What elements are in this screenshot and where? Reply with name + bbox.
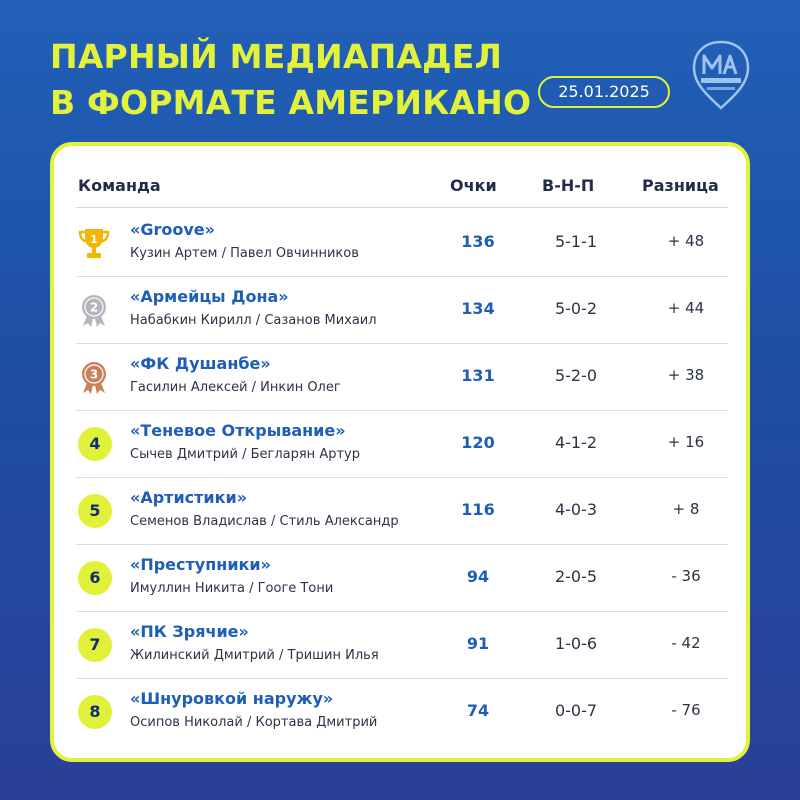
rank-number: 1: [90, 233, 98, 246]
team-players: Семенов Владислав / Стиль Александр: [130, 514, 399, 529]
bronze-medal-icon: [76, 359, 112, 395]
rank-number: 3: [89, 367, 99, 382]
table-row: [76, 277, 728, 344]
team-players: Сычев Дмитрий / Бегларян Артур: [130, 447, 360, 462]
gold-trophy-icon: [76, 225, 112, 261]
rank-badge: 4: [78, 427, 112, 461]
rank-badge: 6: [78, 561, 112, 595]
team-diff: - 36: [671, 567, 701, 585]
team-name: «Теневое Открывание»: [130, 421, 346, 440]
column-header-team: Команда: [78, 176, 161, 195]
team-wdl: 2-0-5: [554, 567, 598, 586]
title-line-2: В ФОРМАТЕ АМЕРИКАНО: [50, 83, 532, 122]
team-diff: - 42: [671, 634, 701, 652]
table-row: [76, 679, 728, 746]
team-name: «Армейцы Дона»: [130, 287, 289, 306]
table-row: [76, 411, 728, 478]
team-points: 134: [461, 299, 495, 318]
team-wdl: 5-2-0: [554, 366, 598, 385]
team-points: 131: [461, 366, 495, 385]
team-name: «Преступники»: [130, 555, 271, 574]
team-wdl: 5-1-1: [554, 232, 598, 251]
table-row: [76, 612, 728, 679]
team-wdl: 1-0-6: [554, 634, 598, 653]
team-points: 74: [466, 701, 490, 720]
standings-table: [50, 142, 750, 762]
title-line-1: ПАРНЫЙ МЕДИАПАДЕЛ: [50, 37, 503, 76]
team-diff: - 76: [671, 701, 701, 719]
team-points: 91: [466, 634, 490, 653]
team-players: Набабкин Кирилл / Сазанов Михаил: [130, 313, 377, 328]
team-wdl: 5-0-2: [554, 299, 598, 318]
table-row: [76, 210, 728, 277]
rank-badge: 7: [78, 628, 112, 662]
rank-number: 2: [89, 300, 99, 315]
team-diff: + 44: [667, 299, 705, 317]
team-name: «Шнуровкой наружу»: [130, 689, 334, 708]
column-header-points: Очки: [450, 176, 497, 195]
team-points: 136: [461, 232, 495, 251]
team-players: Жилинский Дмитрий / Тришин Илья: [130, 648, 379, 663]
table-row: [76, 545, 728, 612]
team-players: Гасилин Алексей / Инкин Олег: [130, 380, 341, 395]
page-title: [50, 34, 531, 126]
team-points: 116: [461, 500, 495, 519]
rank-badge: 5: [78, 494, 112, 528]
team-players: Осипов Николай / Кортава Дмитрий: [130, 715, 378, 730]
team-wdl: 0-0-7: [554, 701, 598, 720]
column-header-wdl: В-Н-П: [542, 176, 595, 195]
media-padel-logo: [692, 40, 750, 110]
team-players: Кузин Артем / Павел Овчинников: [130, 246, 359, 261]
team-diff: + 48: [667, 232, 705, 250]
team-diff: + 38: [667, 366, 705, 384]
date-badge: 25.01.2025: [538, 76, 670, 108]
team-points: 120: [461, 433, 495, 452]
team-points: 94: [466, 567, 490, 586]
team-wdl: 4-1-2: [554, 433, 598, 452]
rank-badge: 8: [78, 695, 112, 729]
table-row: [76, 478, 728, 545]
team-name: «ФК Душанбе»: [130, 354, 271, 373]
team-players: Имуллин Никита / Гооге Тони: [130, 581, 334, 596]
table-row: [76, 344, 728, 411]
table-header: [76, 164, 728, 208]
silver-medal-icon: [76, 292, 112, 328]
column-header-diff: Разница: [642, 176, 719, 195]
team-diff: + 16: [667, 433, 705, 451]
team-wdl: 4-0-3: [554, 500, 598, 519]
team-name: «Артистики»: [130, 488, 248, 507]
team-name: «ПК Зрячие»: [130, 622, 249, 641]
team-name: «Groove»: [130, 220, 215, 239]
team-diff: + 8: [672, 500, 700, 518]
